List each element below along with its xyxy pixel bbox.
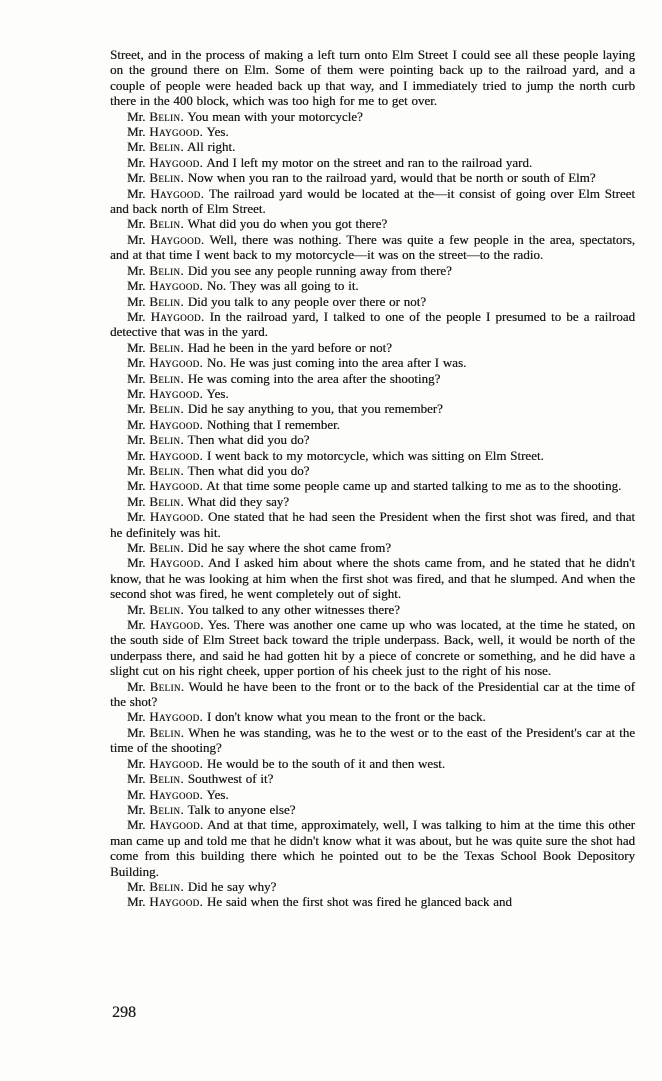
dialogue-paragraph: Mr. Belin. Would he have been to the front or to the back of the Presidential car at the time of the shot? — [110, 678, 635, 710]
speaker-name: Mr. Belin. — [127, 724, 185, 740]
dialogue-paragraph: Mr. Belin. What did they say? — [127, 493, 290, 509]
dialogue-paragraph: Mr. Belin. Talk to anyone else? — [127, 801, 296, 817]
speaker-name: Mr. Haygood. — [127, 786, 204, 802]
dialogue-paragraph: Mr. Belin. Now when you ran to the railroad yard, would that be north or south of Elm? — [127, 170, 596, 186]
speaker-name: Mr. Haygood. — [127, 817, 204, 833]
speaker-name: Mr. Belin. — [127, 432, 184, 448]
speaker-name: Mr. Haygood. — [127, 894, 204, 910]
dialogue-paragraph: Mr. Belin. When he was standing, was he to the west or to the east of the President's car at the time of the shooting? — [110, 724, 635, 756]
dialogue-paragraph: Mr. Belin. He was coming into the area after the shooting? — [127, 370, 441, 386]
speaker-name: Mr. Belin. — [127, 293, 184, 309]
speaker-name: Mr. Belin. — [127, 139, 184, 155]
dialogue-paragraph: Mr. Haygood. The railroad yard would be located at the—it consist of going over Elm Street and back north of Elm Street. — [110, 185, 635, 217]
dialogue-paragraph: Mr. Haygood. I don't know what you mean to the front or the back. — [127, 709, 486, 725]
dialogue-paragraph: Mr. Haygood. And I left my motor on the street and ran to the railroad yard. — [127, 154, 533, 170]
speaker-name: Mr. Haygood. — [127, 416, 204, 432]
speaker-name: Mr. Belin. — [127, 108, 184, 124]
dialogue-paragraph: Mr. Haygood. In the railroad yard, I talked to one of the people I presumed to be a railroad detective that was in the yard. — [110, 308, 635, 340]
speaker-name: Mr. Belin. — [127, 216, 184, 232]
dialogue-paragraph: Mr. Haygood. He said when the first shot was fired he glanced back and — [127, 894, 512, 910]
speaker-name: Mr. Belin. — [127, 401, 184, 417]
dialogue-paragraph: Mr. Belin. Did you see any people running away from there? — [127, 262, 452, 278]
dialogue-paragraph: Mr. Belin. Southwest of it? — [127, 771, 274, 787]
dialogue-paragraph: Mr. Haygood. Yes. There was another one came up who was located, at the time he stated, on the south side of Elm Street back toward the triple underpass. Back, well, it would be north of the underpass there, and said he had gotten hit by a piece of concrete or something, and he did have a slight cut on his right cheek, upper portion of his cheek just to the right of his nose. — [110, 617, 635, 679]
speaker-name: Mr. Belin. — [127, 339, 184, 355]
speaker-name: Mr. Belin. — [127, 771, 184, 787]
speaker-name: Mr. Belin. — [127, 601, 184, 617]
speaker-name: Mr. Haygood. — [127, 755, 204, 771]
speaker-name: Mr. Haygood. — [127, 154, 204, 170]
speaker-name: Mr. Haygood. — [127, 509, 204, 525]
speaker-name: Mr. Haygood. — [127, 185, 205, 201]
speaker-name: Mr. Haygood. — [127, 308, 205, 324]
speaker-name: Mr. Haygood. — [127, 231, 205, 247]
speaker-name: Mr. Haygood. — [127, 385, 204, 401]
dialogue-paragraph: Mr. Belin. Had he been in the yard before or not? — [127, 339, 392, 355]
continuation-paragraph: Street, and in the process of making a left turn onto Elm Street I could see all these people laying on the ground there on Elm. Some of them were pointing back up to the railroad yard, and a couple of people were headed back up that way, and I immediately tried to jump the north curb there in the 400 block, which was too high for me to get over. — [110, 47, 635, 109]
dialogue-paragraph: Mr. Haygood. One stated that he had seen the President when the first shot was fired, and that he definitely was hit. — [110, 509, 635, 540]
speaker-name: Mr. Belin. — [127, 801, 184, 817]
dialogue-paragraph: Mr. Belin. Then what did you do? — [127, 462, 310, 478]
transcript — [110, 47, 635, 910]
speaker-name: Mr. Belin. — [127, 540, 184, 555]
speaker-name: Mr. Belin. — [127, 370, 184, 386]
speaker-name: Mr. Haygood. — [127, 355, 204, 371]
dialogue-paragraph: Mr. Haygood. And at that time, approximately, well, I was talking to him at the time this other man came up and told me that he didn't know what it was about, but he was quite sure the shot had come from this building there which he pointed out to be the Texas School Book Depository Building. — [110, 817, 635, 879]
dialogue-paragraph: Mr. Belin. Then what did you do? — [127, 432, 310, 448]
dialogue-paragraph: Mr. Haygood. I went back to my motorcycle, which was sitting on Elm Street. — [127, 447, 544, 463]
speaker-name: Mr. Haygood. — [127, 617, 204, 633]
speaker-name: Mr. Belin. — [127, 493, 184, 509]
speaker-name: Mr. Haygood. — [127, 447, 204, 463]
dialogue-paragraph: Mr. Belin. Did he say anything to you, that you remember? — [127, 401, 443, 417]
speaker-name: Mr. Belin. — [127, 170, 184, 186]
dialogue-paragraph: Mr. Haygood. No. They was all going to it. — [127, 278, 359, 294]
speaker-name: Mr. Haygood. — [127, 478, 204, 494]
speaker-name: Mr. Belin. — [127, 262, 184, 278]
dialogue-paragraph: Mr. Belin. Did you talk to any people over there or not? — [127, 293, 426, 309]
dialogue-paragraph: Mr. Haygood. Nothing that I remember. — [127, 416, 340, 432]
dialogue-paragraph: Mr. Haygood. Yes. — [127, 124, 229, 140]
speaker-name: Mr. Haygood. — [127, 709, 204, 725]
dialogue-paragraph: Mr. Haygood. Yes. — [127, 385, 229, 401]
dialogue-paragraph: Mr. Belin. What did you do when you got there? — [127, 216, 388, 232]
speaker-name: Mr. Belin. — [127, 462, 184, 478]
speaker-name: Mr. Belin. — [127, 878, 184, 894]
dialogue-paragraph: Mr. Belin. Did he say why? — [127, 878, 277, 894]
dialogue-paragraph: Mr. Belin. All right. — [127, 139, 236, 155]
dialogue-paragraph: Mr. Haygood. Yes. — [127, 786, 229, 802]
speaker-name: Mr. Belin. — [127, 678, 185, 694]
dialogue-paragraph: Mr. Haygood. He would be to the south of it and then west. — [127, 755, 445, 771]
dialogue-paragraph: Mr. Belin. You mean with your motorcycle? — [127, 108, 363, 124]
dialogue-paragraph: Mr. Belin. You talked to any other witnesses there? — [127, 601, 400, 617]
dialogue-paragraph: Mr. Haygood. Well, there was nothing. There was quite a few people in the area, spectators, and at that time I went back to my motorcycle—it was on the street—to the radio. — [110, 231, 636, 263]
dialogue-paragraph: Mr. Haygood. No. He was just coming into the area after I was. — [127, 355, 467, 371]
speaker-name: Mr. Haygood. — [127, 124, 204, 140]
dialogue-paragraph: Mr. Haygood. And I asked him about where the shots came from, and he stated that he didn't know, that he was looking at him when the first shot was fired, and that he slumped. And when the second shot was fired, he went completely out of sight. — [110, 555, 635, 602]
dialogue-paragraph: Mr. Belin. Did he say where the shot came from? — [127, 540, 391, 555]
speaker-name: Mr. Haygood. — [127, 555, 204, 571]
dialogue-paragraph: Mr. Haygood. At that time some people came up and started talking to me as to the shooting. — [127, 478, 622, 494]
speaker-name: Mr. Haygood. — [127, 278, 204, 294]
page-number: 298 — [112, 1004, 136, 1021]
